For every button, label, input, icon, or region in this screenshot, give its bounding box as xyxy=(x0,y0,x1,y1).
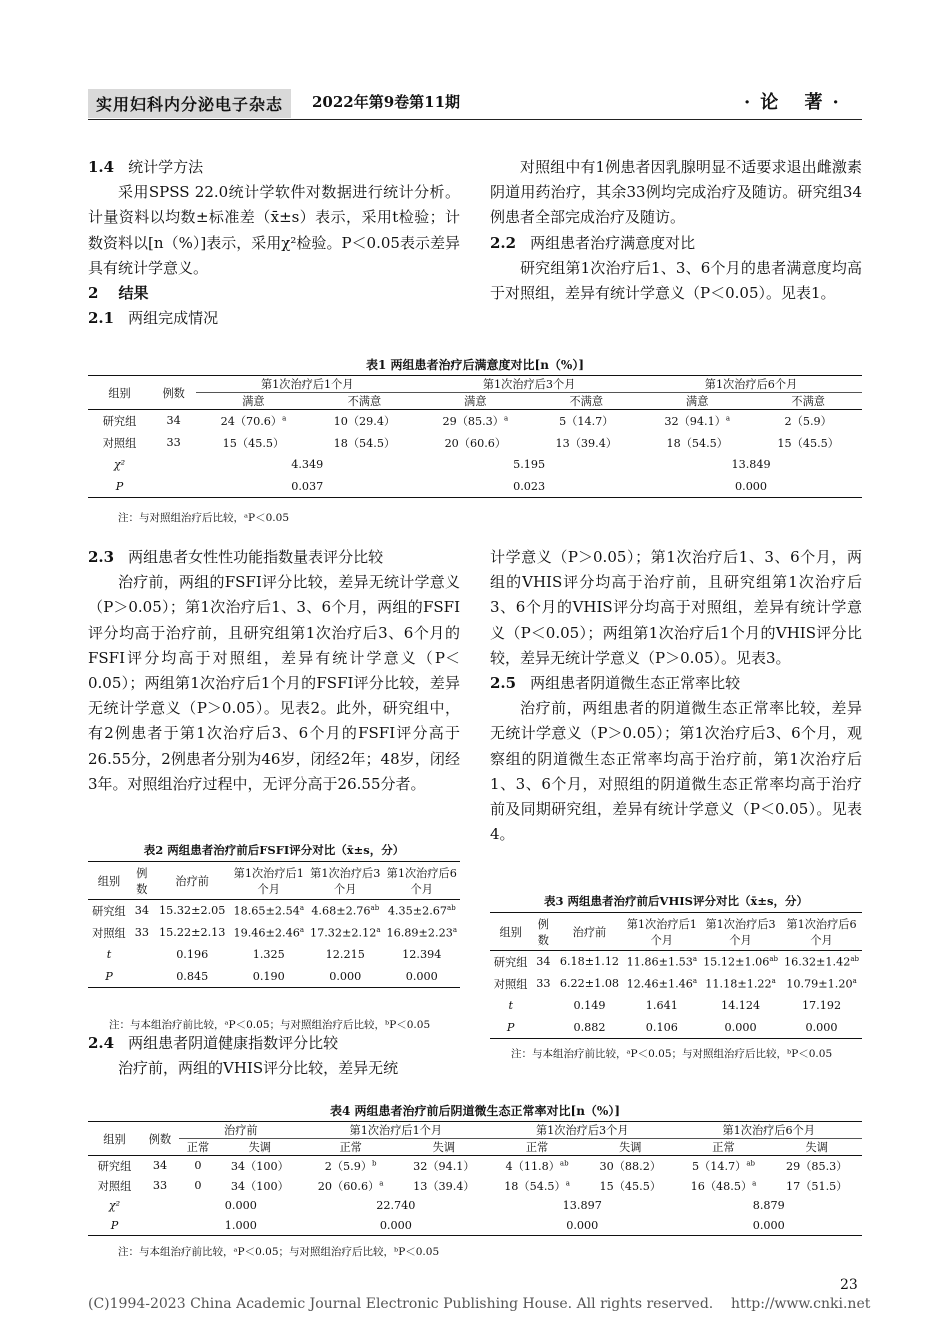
cell-value: 16（48.5） xyxy=(690,1179,753,1193)
cell: 29（85.3） xyxy=(785,1159,848,1173)
cell xyxy=(384,922,461,944)
cell-value: 18（54.5） xyxy=(504,1179,566,1193)
cell xyxy=(700,951,781,973)
cell xyxy=(307,922,384,944)
cell: 0.000 xyxy=(752,1218,785,1232)
section-number: 2.5 xyxy=(490,674,517,693)
cell: 0.000 xyxy=(735,479,768,493)
cell: 15.22±2.13 xyxy=(159,926,226,939)
cell-value: 2（5.9） xyxy=(324,1159,373,1173)
cell xyxy=(624,951,701,973)
cell: 对照组 xyxy=(92,926,126,940)
cell: 5.195 xyxy=(513,458,546,471)
cell: 13.849 xyxy=(731,458,771,471)
cell-value: 11.86±1.53 xyxy=(626,955,693,969)
table-row xyxy=(88,944,460,966)
cell: 5（14.7） xyxy=(559,414,614,428)
table-row xyxy=(88,900,460,922)
cell xyxy=(640,410,754,432)
section-title: 两组患者阴道微生态正常率比较 xyxy=(530,674,741,693)
col-header: 满意 xyxy=(242,395,265,408)
cell: 33 xyxy=(166,436,181,449)
superscript: a xyxy=(299,925,304,934)
cell xyxy=(418,410,532,432)
cell: 1.641 xyxy=(645,999,678,1012)
col-header: 正常 xyxy=(525,1141,549,1154)
cell: 13（39.4） xyxy=(555,436,618,450)
paragraph: 计学意义（P＞0.05）；第1次治疗后1、3、6个月，两组的VHIS评分均高于治疗前，且研究组第1次治疗后3、6个月的VHIS评分均高于对照组，差异有统计学意义（P＜0.05）；两组第1次治疗后1个月的VHIS评分比较，差异无统计学意义（P＞0.05）。见表3。 xyxy=(490,548,862,667)
table4-caption: 表4 两组患者治疗前后阴道微生态正常率对比[n（%）] xyxy=(329,1104,620,1118)
table3-caption: 表3 两组患者治疗前后VHIS评分对比（x̄±s，分） xyxy=(544,894,808,908)
paragraph: 治疗前，两组的FSFI评分比较，差异无统计学意义（P＞0.05）；第1次治疗后1、3、6个月，两组的FSFI评分均高于治疗前，且研究组第1次治疗后3、6个月的FSFI评分均高于对照组，差异有统计学意义（P＜0.05）；两组第1次治疗后1个月的FSFI评分比较，差异无统计学意义（P＞0.05）。见表2。此外，研究组中，有2例患者于第1次治疗后3、6个月的FSFI评分高于26.55分，2例患者分别为46岁，闭经2年；48岁，闭经3年。对照组治疗过程中，无评分高于26.55分者。 xyxy=(88,573,460,793)
table-row xyxy=(88,1156,862,1176)
table-row xyxy=(490,1017,862,1039)
right-column-mid xyxy=(490,545,862,847)
col-header: 正常 xyxy=(186,1141,210,1154)
cell: 4.349 xyxy=(291,458,324,471)
table-row xyxy=(490,973,862,995)
cell-value: 4.35±2.67 xyxy=(387,904,448,918)
cell: 0.149 xyxy=(573,999,606,1012)
table-row xyxy=(88,432,862,454)
left-column-mid xyxy=(88,545,460,797)
cell: 15（45.5） xyxy=(599,1179,662,1193)
cell: P xyxy=(115,479,124,493)
cell: 17.192 xyxy=(801,999,842,1012)
cell: 17（51.5） xyxy=(785,1179,848,1193)
cell-value: 15.12±1.06 xyxy=(703,955,770,969)
superscript: a xyxy=(504,414,509,423)
table1-note: 注：与对照组治疗后比较，ᵃP＜0.05 xyxy=(118,512,289,524)
col-header: 第1次治疗后3个月 xyxy=(418,376,640,393)
cell: 0.845 xyxy=(176,969,209,983)
cell: 34 xyxy=(152,1159,168,1173)
cell: 0.037 xyxy=(291,479,324,493)
superscript: ab xyxy=(769,954,779,963)
section-title: 两组患者治疗满意度对比 xyxy=(530,233,696,252)
paragraph: 治疗前，两组的VHIS评分比较，差异无统 xyxy=(118,1059,399,1078)
cell: 研究组 xyxy=(97,1159,132,1173)
cell-value: 24（70.6） xyxy=(220,414,283,428)
table-row xyxy=(88,1176,862,1196)
col-header: 失调 xyxy=(432,1141,456,1154)
section-number: 2 xyxy=(88,284,99,303)
cell xyxy=(231,922,308,944)
cell: 0.196 xyxy=(176,948,209,961)
paragraph: 采用SPSS 22.0统计学软件对数据进行统计分析。计量资料以均数±标准差（x̄±s）表示，采用t检验；计数资料以[n（%）]表示，采用χ²检验。P＜0.05表示差异具有统计学意义。 xyxy=(88,183,460,277)
cell xyxy=(307,900,384,922)
col-header: 第1次治疗后3个月 xyxy=(489,1122,675,1139)
cell: 15.32±2.05 xyxy=(159,904,226,918)
cell: 18（54.5） xyxy=(666,436,728,450)
cell-value: 4.68±2.76 xyxy=(311,904,371,918)
superscript: a xyxy=(452,925,457,934)
col-header: 第1次治疗后6个月 xyxy=(786,917,857,947)
superscript: a xyxy=(376,925,381,934)
copyright-footer: (C)1994-2023 China Academic Journal Electronic Publishing House. All rights reserved. http://www.cnki.net xyxy=(88,1296,871,1312)
superscript: b xyxy=(372,1159,377,1168)
header-rule xyxy=(88,119,862,120)
col-header: 不满意 xyxy=(791,395,825,408)
cell: 1.000 xyxy=(224,1218,257,1232)
cell-value: 11.18±1.22 xyxy=(705,977,772,991)
right-column-top xyxy=(490,155,862,306)
cell: 6.18±1.12 xyxy=(559,955,620,969)
cell: 14.124 xyxy=(720,999,761,1012)
cell: 32（94.1） xyxy=(413,1159,475,1173)
col-header: 治疗前 xyxy=(175,874,209,888)
cell: 18（54.5） xyxy=(333,436,396,450)
cell xyxy=(489,1156,585,1176)
superscript: ab xyxy=(559,1159,569,1168)
cell: 34（100） xyxy=(230,1179,289,1193)
section-title: 两组完成情况 xyxy=(128,309,219,328)
cell: 1.325 xyxy=(252,948,285,961)
col-header: 第1次治疗后6个月 xyxy=(640,376,862,393)
cell: 34 xyxy=(166,414,181,428)
table1-caption: 表1 两组患者治疗后满意度对比[n（%）] xyxy=(365,358,584,372)
table-row xyxy=(88,476,862,498)
col-header: 组别 xyxy=(88,1122,141,1156)
cell: 8.879 xyxy=(752,1199,785,1212)
superscript: a xyxy=(379,1178,384,1187)
superscript: a xyxy=(752,1178,757,1187)
cell: 22.740 xyxy=(376,1199,416,1212)
journal-name: 实用妇科内分泌电子杂志 xyxy=(88,89,291,118)
table1 xyxy=(88,375,862,498)
page-number: 23 xyxy=(840,1277,858,1293)
cell xyxy=(624,973,701,995)
cell-value: 20（60.6） xyxy=(317,1179,380,1193)
section-title: 统计学方法 xyxy=(128,158,204,176)
cell: 0.000 xyxy=(566,1218,599,1232)
col-header: 满意 xyxy=(686,395,709,408)
table3 xyxy=(490,912,862,1039)
cell: 34（100） xyxy=(230,1159,289,1173)
cell: 研究组 xyxy=(92,904,126,918)
cell: 0.000 xyxy=(224,1199,257,1212)
cell xyxy=(675,1156,771,1176)
cell xyxy=(303,1156,399,1176)
cell: P xyxy=(506,1020,515,1034)
col-header: 例数 xyxy=(141,1122,179,1156)
cell-value: 12.46±1.46 xyxy=(626,977,693,991)
col-header: 第1次治疗后3个月 xyxy=(705,917,776,947)
cell-value: 32（94.1） xyxy=(664,414,726,428)
superscript: a xyxy=(565,1178,570,1187)
section-number: 2.4 xyxy=(88,1034,115,1052)
cell xyxy=(231,900,308,922)
cell xyxy=(675,1176,771,1196)
paragraph: 治疗前，两组患者的阴道微生态正常率比较，差异无统计学意义（P＞0.05）；第1次治疗后3、6个月，观察组的阴道微生态正常率均高于治疗前，第1次治疗后1、3、6个月，对照组的阴道微生态正常率均高于治疗前及同期研究组，差异有统计学意义（P＜0.05）。见表4。 xyxy=(490,699,862,844)
col-header: 第1次治疗后1个月 xyxy=(233,866,304,896)
section-title: 两组患者阴道健康指数评分比较 xyxy=(128,1034,339,1052)
cell-value: 16.32±1.42 xyxy=(784,955,851,969)
cell: t xyxy=(106,948,112,961)
cell: 13（39.4） xyxy=(413,1179,475,1193)
superscript: ab xyxy=(447,903,456,912)
cell: t xyxy=(508,999,513,1012)
col-header: 失调 xyxy=(619,1141,642,1154)
col-header: 正常 xyxy=(339,1141,362,1154)
section-title: 结果 xyxy=(118,284,149,303)
col-header: 第1次治疗后1个月 xyxy=(303,1122,489,1139)
cell: χ² xyxy=(113,458,126,471)
paragraph: 研究组第1次治疗后1、3、6个月的患者满意度均高于对照组，差异有统计学意义（P＜0.05）。见表1。 xyxy=(490,258,862,303)
col-header: 第1次治疗后3个月 xyxy=(310,866,381,896)
table4 xyxy=(88,1121,862,1236)
col-header: 失调 xyxy=(248,1141,271,1154)
section-number: 2.3 xyxy=(88,548,115,566)
cell: 研究组 xyxy=(493,955,528,969)
cell xyxy=(489,1176,585,1196)
superscript: ab xyxy=(850,954,859,963)
superscript: a xyxy=(692,954,698,963)
col-header: 满意 xyxy=(464,395,487,408)
cell: P xyxy=(105,969,113,983)
cell: 33 xyxy=(536,977,551,990)
superscript: ab xyxy=(746,1159,755,1168)
col-header: 正常 xyxy=(712,1141,735,1154)
table2-note: 注：与本组治疗前比较，ᵃP＜0.05；与对照组治疗后比较，ᵇP＜0.05 xyxy=(109,1019,431,1031)
section-label: ·论 著· xyxy=(744,92,849,113)
cell xyxy=(196,410,310,432)
cell-value: 4（11.8） xyxy=(505,1159,560,1173)
cell-value: 10.79±1.20 xyxy=(786,977,853,991)
cell: 13.897 xyxy=(562,1199,602,1212)
cell-value: 19.46±2.46 xyxy=(233,926,300,940)
cell: 15（45.5） xyxy=(777,436,839,450)
table-row xyxy=(88,922,460,944)
cell: 10（29.4） xyxy=(333,414,396,428)
table4-note: 注：与本组治疗前比较，ᵃP＜0.05；与对照组治疗后比较，ᵇP＜0.05 xyxy=(118,1246,440,1258)
cell: 0.000 xyxy=(405,969,438,983)
table2-caption: 表2 两组患者治疗前后FSFI评分对比（x̄±s，分） xyxy=(143,843,405,857)
cell xyxy=(781,951,862,973)
cell: 12.394 xyxy=(402,948,442,961)
cell xyxy=(303,1176,399,1196)
section-number: 1.4 xyxy=(88,158,115,176)
superscript: ab xyxy=(370,903,380,912)
col-header: 第1次治疗后1个月 xyxy=(196,376,418,393)
cell: 0.106 xyxy=(645,1020,678,1034)
col-header: 例数 xyxy=(537,917,549,947)
table-row xyxy=(88,454,862,476)
section-number: 2.1 xyxy=(88,309,115,328)
cell: 对照组 xyxy=(102,436,137,450)
superscript: a xyxy=(852,976,857,985)
issue-label: 2022年第9卷第11期 xyxy=(312,93,461,111)
cell: 0.000 xyxy=(329,969,362,983)
col-header: 治疗前 xyxy=(572,925,607,939)
superscript: a xyxy=(299,903,304,912)
left-column-top xyxy=(88,155,460,331)
col-header: 不满意 xyxy=(569,395,604,408)
cell: 对照组 xyxy=(97,1179,132,1193)
cell xyxy=(700,973,781,995)
cell: 30（88.2） xyxy=(599,1159,662,1173)
superscript: a xyxy=(771,976,776,985)
col-header: 第1次治疗后6个月 xyxy=(675,1122,862,1139)
section-title: 两组患者女性性功能指数量表评分比较 xyxy=(128,548,384,566)
cell: 0 xyxy=(194,1179,202,1192)
cell xyxy=(781,973,862,995)
cell: 对照组 xyxy=(493,977,528,991)
cell: 研究组 xyxy=(102,414,137,428)
cell-value: 17.32±2.12 xyxy=(310,926,377,940)
cell: 2（5.9） xyxy=(784,414,832,428)
col-header: 失调 xyxy=(805,1141,828,1154)
cell: 0.882 xyxy=(573,1020,606,1034)
col-header: 例数 xyxy=(151,376,196,410)
table-row xyxy=(88,410,862,432)
paragraph: 对照组中有1例患者因乳腺明显不适要求退出雌激素阴道用药治疗，其余33例均完成治疗及随访。研究组34例患者全部完成治疗及随访。 xyxy=(490,158,862,227)
col-header: 第1次治疗后1个月 xyxy=(626,917,697,947)
cell: 34 xyxy=(536,955,551,969)
cell: 0.190 xyxy=(252,969,285,983)
cell: 0 xyxy=(194,1159,202,1173)
col-header: 第1次治疗后6个月 xyxy=(386,866,457,896)
cell: 0.023 xyxy=(513,479,546,493)
cell: 33 xyxy=(134,926,150,939)
superscript: a xyxy=(725,414,731,423)
superscript: a xyxy=(282,414,287,423)
cell-value: 18.65±2.54 xyxy=(233,904,300,918)
table2 xyxy=(88,861,460,988)
table-row xyxy=(88,1196,862,1216)
cell: 33 xyxy=(152,1179,168,1192)
superscript: a xyxy=(692,976,698,985)
cell-value: 5（14.7） xyxy=(691,1159,747,1173)
cell: 0.000 xyxy=(379,1218,412,1232)
col-header: 组别 xyxy=(499,925,522,939)
col-header: 例数 xyxy=(136,866,148,896)
cell: P xyxy=(110,1218,119,1232)
cell-value: 29（85.3） xyxy=(442,414,504,428)
cell-value: 16.89±2.23 xyxy=(386,926,453,940)
cell: 34 xyxy=(134,904,150,918)
table-row xyxy=(88,966,460,988)
section-number: 2.2 xyxy=(490,233,517,252)
cell: 0.000 xyxy=(724,1020,757,1034)
cell: 6.22±1.08 xyxy=(559,977,620,990)
col-header: 治疗前 xyxy=(179,1122,303,1139)
table3-note: 注：与本组治疗前比较，ᵃP＜0.05；与对照组治疗后比较，ᵇP＜0.05 xyxy=(511,1048,833,1060)
left-column-bottom xyxy=(88,1031,460,1081)
col-header: 组别 xyxy=(97,874,121,888)
cell: χ² xyxy=(108,1199,121,1212)
cell: 15（45.5） xyxy=(222,436,285,450)
table-row xyxy=(490,995,862,1017)
table-row xyxy=(490,951,862,973)
cell xyxy=(384,900,461,922)
cell: 0.000 xyxy=(805,1020,838,1034)
table-row xyxy=(88,1216,862,1236)
col-header: 不满意 xyxy=(347,395,382,408)
cell: 20（60.6） xyxy=(444,436,507,450)
col-header: 组别 xyxy=(88,376,151,410)
cell: 12.215 xyxy=(325,948,365,961)
